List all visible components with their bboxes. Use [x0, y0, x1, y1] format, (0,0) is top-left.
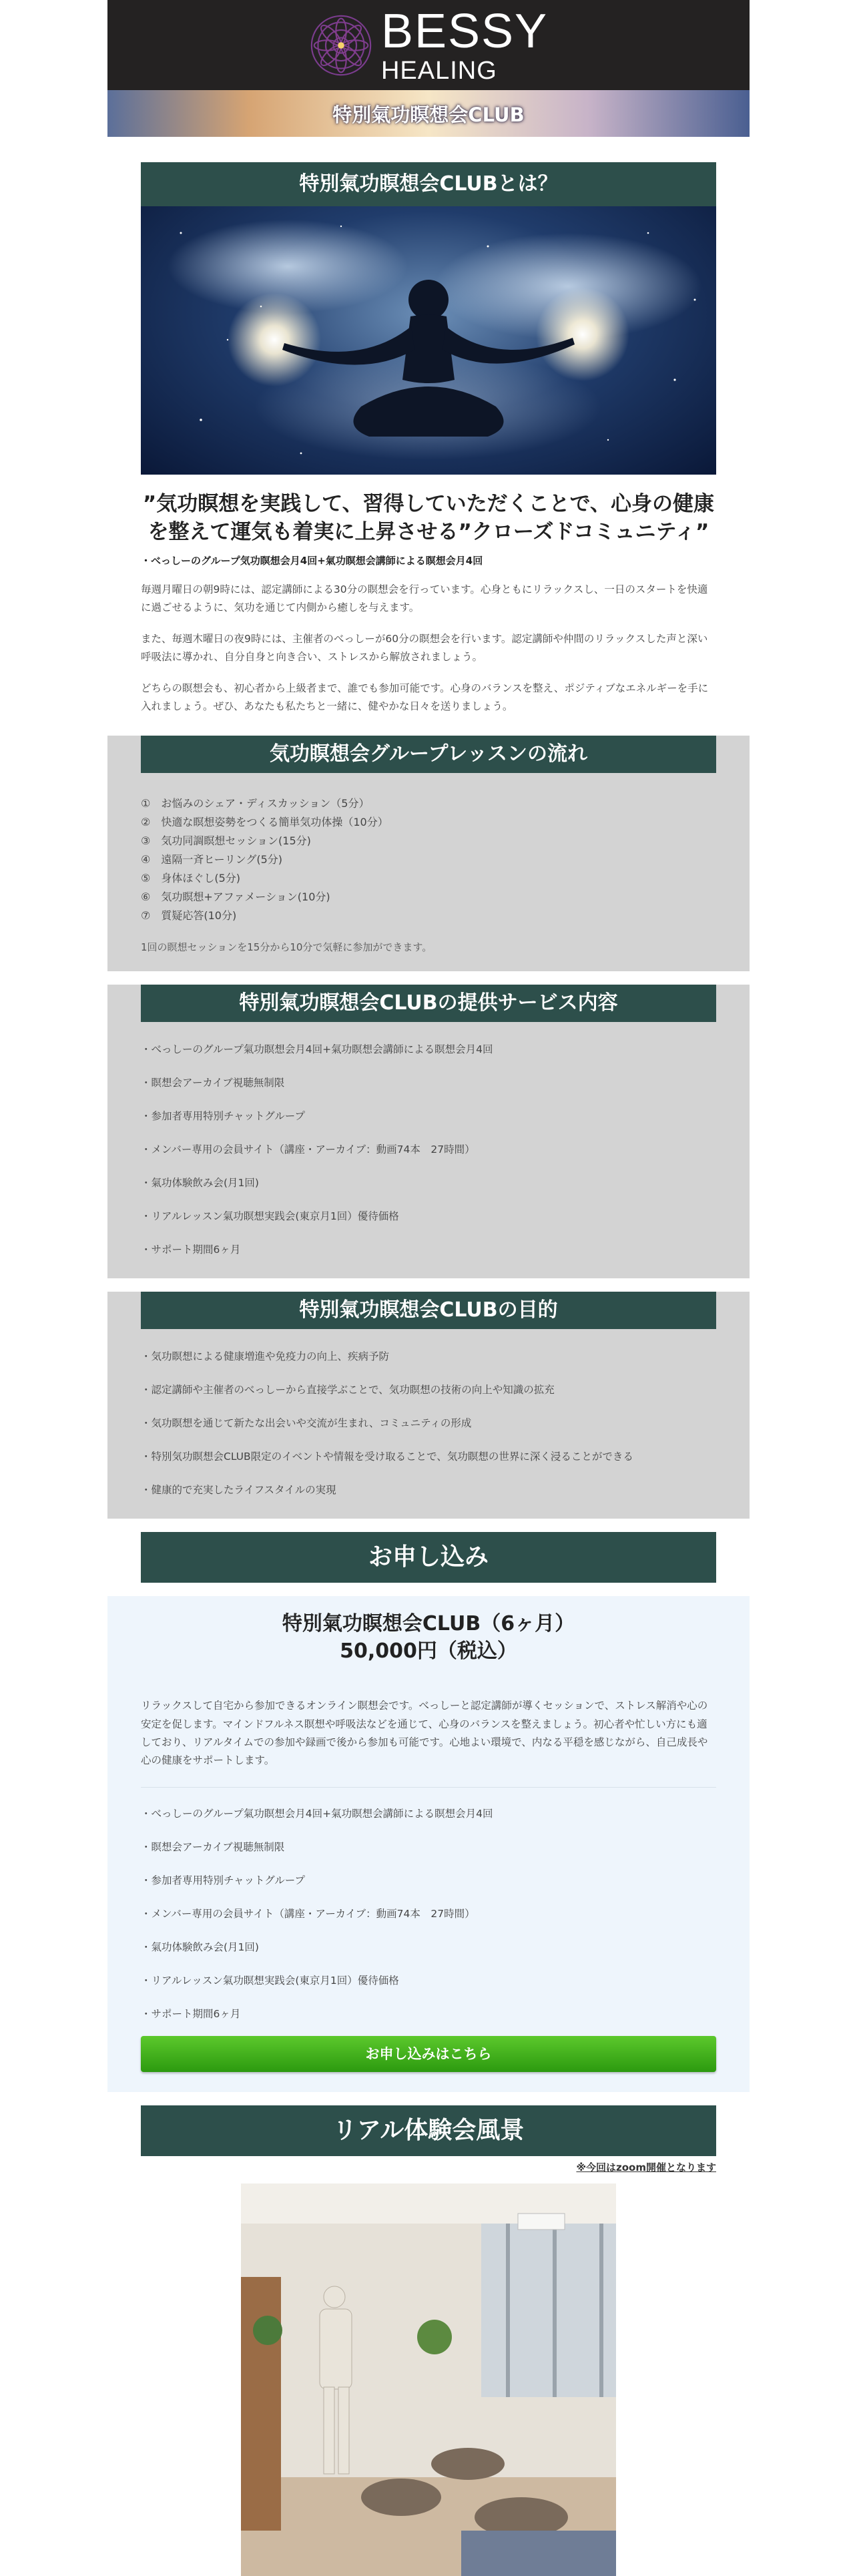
flow-section — [107, 736, 750, 971]
workshop-photo-image — [241, 2183, 616, 2576]
flow-note: 1回の瞑想セッションを15分から10分で気軽に参加ができます。 — [141, 941, 433, 954]
brand-wordmark — [380, 4, 549, 85]
meditation-hero-image — [141, 206, 716, 475]
service-item: ・瞑想会アーカイブ視聴無制限 — [141, 1077, 285, 1089]
apply-button[interactable]: お申し込みはこちら — [141, 2036, 716, 2072]
site-header — [107, 0, 750, 90]
flow-item: ⑤ 身体ほぐし(5分) — [141, 872, 241, 885]
plan-feature: ・サポート期間6ヶ月 — [141, 2007, 241, 2020]
about-section — [107, 137, 750, 736]
apply-section — [107, 1532, 750, 2092]
flow-item: ④ 遠隔一斉ヒーリング(5分) — [141, 853, 283, 866]
apply-panel — [107, 1596, 750, 2092]
plan-feature: ・瞑想会アーカイブ視聴無制限 — [141, 1840, 285, 1853]
flow-item: ⑥ 気功瞑想+アファメーション(10分) — [141, 890, 330, 904]
services-list — [141, 1041, 716, 1258]
brand-tagline: HEALING — [380, 56, 497, 85]
plan-feature: ・参加者専用特別チャットグループ — [141, 1874, 305, 1886]
title-banner — [107, 90, 750, 137]
plan-feature: ・リアルレッスン氣功瞑想実践会(東京月1回）優待価格 — [141, 1974, 399, 1987]
purpose-item: ・健康的で充実したライフスタイルの実現 — [141, 1484, 336, 1497]
purpose-section — [107, 1292, 750, 1519]
flow-item: ③ 気功同調瞑想セッション(15分) — [141, 834, 311, 848]
about-quote: ”気功瞑想を実践して、習得していただくことで、心身の健康を整えて運気も着実に上昇させる”クローズドコミュニティ” — [142, 492, 715, 544]
services-heading: 特別氣功瞑想会CLUBの提供サービス内容 — [141, 985, 716, 1022]
experience-section — [107, 2105, 750, 2576]
purpose-item: ・気功瞑想による健康増進や免疫力の向上、疾病予防 — [141, 1350, 390, 1363]
plan-feature: ・メンバー専用の会員サイト（講座・アーカイブ：動画74本 27時間） — [141, 1907, 475, 1920]
plan-feature: ・べっしーのグループ氣功瞑想会月4回+氣功瞑想会講師による瞑想会月4回 — [141, 1807, 493, 1820]
service-item: ・氣功体験飲み会(月1回) — [141, 1177, 259, 1190]
about-paragraph: どちらの瞑想会も、初心者から上級者まで、誰でも参加可能です。心身のバランスを整え、ポジティブなエネルギーを手に入れましょう。ぜひ、あなたも私たちと一緒に、健やかな日々を送りましょう。 — [141, 682, 709, 713]
plan-description: リラックスして自宅から参加できるオンライン瞑想会です。べっしーと認定講師が導くセッションで、ストレス解消や心の安定を促します。マインドフルネス瞑想や呼吸法などを通じて、心身のバランスを整えましょう。初心者や忙しい方にも適しており、リアルタイムでの参加や録画で後から参加も可能です。心地よい環境で、内なる平穏を感じながら、自己成長や心の健康をサポートします。 — [141, 1700, 708, 1766]
about-paragraph: また、毎週木曜日の夜9時には、主催者のべっしーが60分の瞑想会を行います。認定講師や仲間のリラックスした声と深い呼吸法に導かれ、自分自身と向き合い、ストレスから解放されましょう。 — [141, 632, 708, 664]
brand-logo[interactable] — [309, 4, 549, 85]
plan-feature: ・氣功体験飲み会(月1回) — [141, 1941, 259, 1953]
banner-title: 特別氣功瞑想会CLUB — [332, 103, 525, 126]
flow-item: ① お悩みのシェア・ディスカッション（5分） — [141, 797, 370, 810]
landing-page — [107, 0, 750, 2576]
flow-item: ⑦ 質疑応答(10分) — [141, 909, 237, 923]
zoom-note: ※今回はzoom開催となります — [576, 2161, 716, 2173]
experience-photo — [241, 2183, 616, 2576]
meditating-silhouette-image — [141, 206, 716, 475]
service-item: ・サポート期間6ヶ月 — [141, 1244, 241, 1256]
service-item: ・リアルレッスン氣功瞑想実践会(東京月1回）優待価格 — [141, 1210, 399, 1223]
brand-name: BESSY — [380, 4, 549, 58]
flow-heading: 気功瞑想会グループレッスンの流れ — [141, 736, 716, 773]
purpose-item: ・認定講師や主催者のべっしーから直接学ぶことで、気功瞑想の技術の向上や知識の拡充 — [141, 1384, 555, 1396]
purpose-heading: 特別氣功瞑想会CLUBの目的 — [141, 1292, 716, 1329]
flow-list — [141, 794, 716, 925]
plan-name: 特別氣功瞑想会CLUB（6ヶ月） — [282, 1612, 575, 1636]
service-item: ・メンバー専用の会員サイト（講座・アーカイブ：動画74本 27時間） — [141, 1143, 475, 1156]
divider — [141, 1787, 716, 1788]
services-section — [107, 985, 750, 1278]
flow-item: ② 快適な瞑想姿勢をつくる簡単気功体操（10分） — [141, 816, 388, 829]
purpose-list — [141, 1348, 716, 1499]
service-item: ・べっしーのグループ氣功瞑想会月4回+氣功瞑想会講師による瞑想会月4回 — [141, 1043, 493, 1056]
service-item: ・参加者専用特別チャットグループ — [141, 1110, 305, 1123]
apply-heading: お申し込み — [141, 1532, 716, 1583]
purpose-item: ・特別気功瞑想会CLUB限定のイベントや情報を受け取ることで、気功瞑想の世界に深く浸ることができる — [141, 1451, 633, 1463]
about-paragraph: 毎週月曜日の朝9時には、認定講師による30分の瞑想会を行っています。心身ともにリラックスし、一日のスタートを快適に過ごせるように、気功を通じて内側から癒しを与えます。 — [141, 583, 708, 613]
plan-feature-list — [141, 1805, 716, 2023]
about-heading: 特別氣功瞑想会CLUBとは？ — [141, 162, 716, 206]
plan-price: 50,000円（税込） — [340, 1639, 517, 1663]
experience-heading: リアル体験会風景 — [141, 2105, 716, 2156]
about-subtitle: ・べっしーのグループ気功瞑想会月4回+氣功瞑想会講師による瞑想会月4回 — [141, 554, 483, 567]
purpose-item: ・気功瞑想を通じて新たな出会いや交流が生まれ、コミュニティの形成 — [141, 1417, 472, 1430]
mandala-logo-icon — [309, 13, 373, 77]
